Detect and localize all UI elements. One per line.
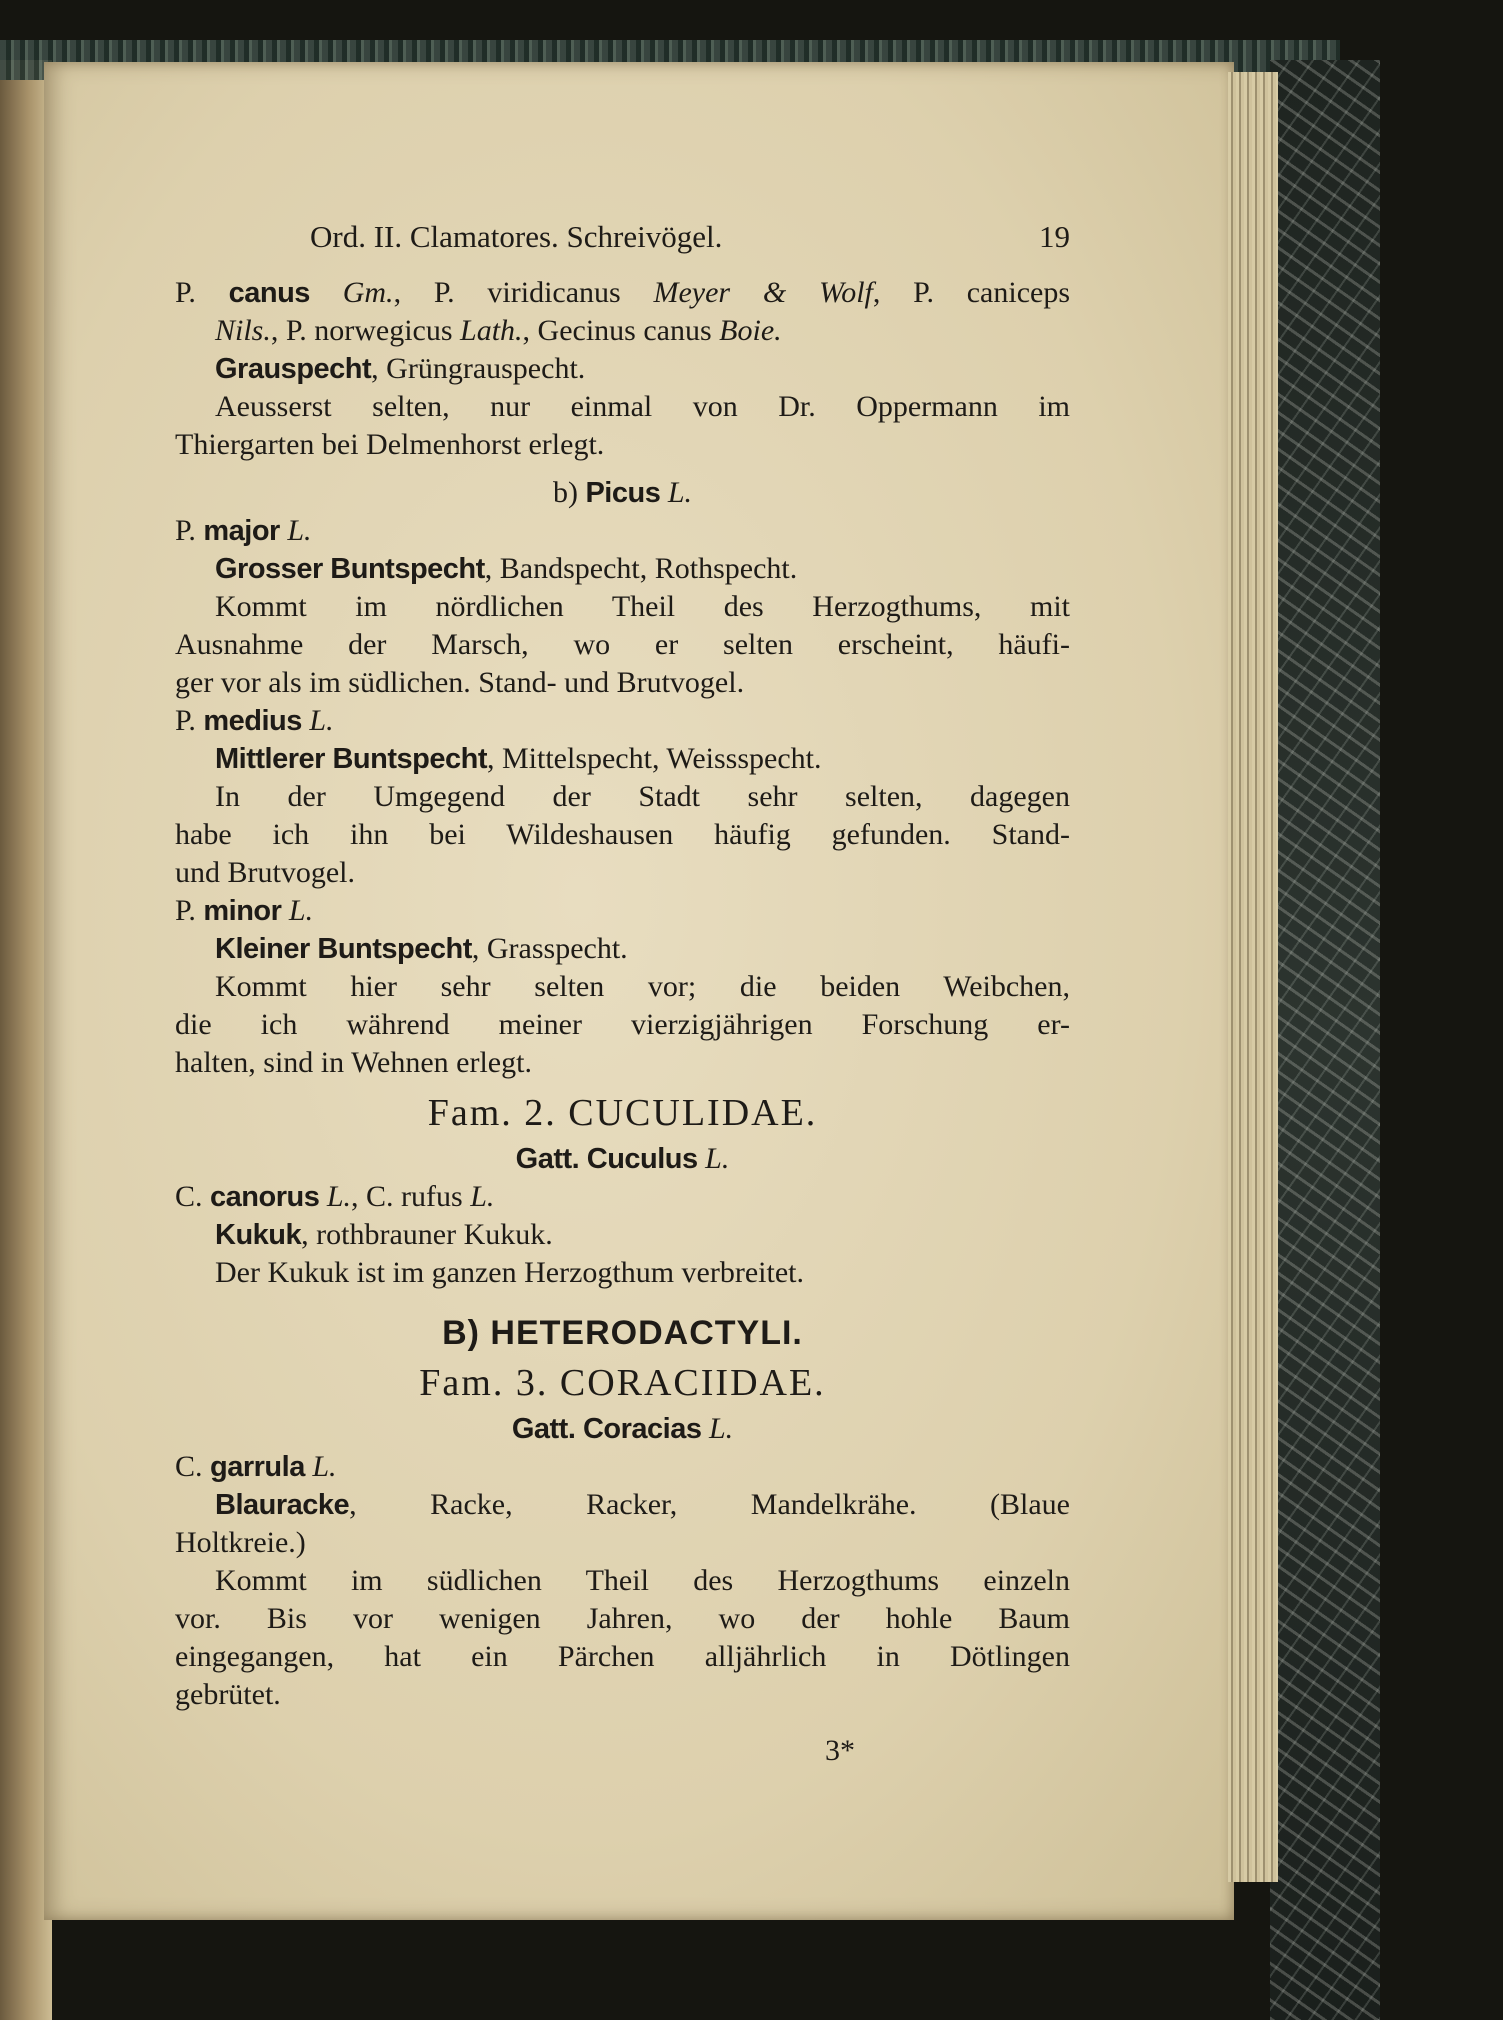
- major-desc-2: Ausnahme der Marsch, wo er selten erscheint, häufi-: [175, 628, 1070, 661]
- species-major: P. major L.: [175, 514, 312, 547]
- canorus-common-name: Kukuk, rothbrauner Kukuk.: [215, 1218, 553, 1251]
- garrula-desc-4: gebrütet.: [175, 1678, 281, 1711]
- family-coraciidae-heading: Fam. 3. CORACIIDAE.: [419, 1362, 826, 1404]
- minor-desc-2: die ich während meiner vierzigjährigen Forschung er-: [175, 1008, 1070, 1041]
- running-header: [175, 218, 1070, 256]
- major-common-name: Grosser Buntspecht, Bandspecht, Rothspecht.: [215, 552, 798, 585]
- garrula-desc-3: eingegangen, hat ein Pärchen alljährlich in Dötlingen: [175, 1640, 1070, 1673]
- minor-common-name: Kleiner Buntspecht, Grasspecht.: [215, 932, 628, 965]
- major-desc-1: Kommt im nördlichen Theil des Herzogthums, mit: [215, 590, 1070, 623]
- garrula-common-name-2: Holtkreie.): [175, 1526, 306, 1559]
- page-number: 19: [1039, 219, 1070, 254]
- minor-desc-3: halten, sind in Wehnen erlegt.: [175, 1046, 532, 1079]
- medius-common-name: Mittlerer Buntspecht, Mittelspecht, Weissspecht.: [215, 742, 822, 775]
- minor-desc-1: Kommt hier sehr selten vor; die beiden Weibchen,: [215, 970, 1070, 1003]
- species-canus-line2: Nils., P. norwegicus Lath., Gecinus canus Boie.: [215, 314, 782, 347]
- medius-desc-3: und Brutvogel.: [175, 856, 355, 889]
- species-medius: P. medius L.: [175, 704, 334, 737]
- genus-cuculus-heading: Gatt. Cuculus L.: [515, 1142, 730, 1175]
- page-stack-edge: [1228, 72, 1278, 1882]
- medius-desc-2: habe ich ihn bei Wildeshausen häufig gefunden. Stand-: [175, 818, 1070, 851]
- canus-common-name: Grauspecht, Grüngrauspecht.: [215, 352, 586, 385]
- garrula-desc-2: vor. Bis vor wenigen Jahren, wo der hohle Baum: [175, 1602, 1070, 1635]
- family-cuculidae-heading: Fam. 2. CUCULIDAE.: [427, 1092, 818, 1134]
- header-left: Ord. II. Clamatores. Schreivögel.: [310, 219, 723, 254]
- signature-mark: 3*: [825, 1734, 855, 1767]
- medius-desc-1: In der Umgegend der Stadt sehr selten, dagegen: [215, 780, 1070, 813]
- species-canorus: C. canorus L., C. rufus L.: [175, 1180, 495, 1213]
- genus-coracias-heading: Gatt. Coracias L.: [511, 1412, 734, 1445]
- major-desc-3: ger vor als im südlichen. Stand- und Brutvogel.: [175, 666, 745, 699]
- canus-desc-1: Aeusserst selten, nur einmal von Dr. Oppermann im: [215, 390, 1070, 423]
- section-heterodactyli-heading: B) HETERODACTYLI.: [442, 1314, 803, 1352]
- species-canus-line1: P. canus Gm., P. viridicanus Meyer & Wolf, P. caniceps: [175, 276, 1071, 309]
- page-text: [175, 218, 1070, 1770]
- canorus-desc-1: Der Kukuk ist im ganzen Herzogthum verbreitet.: [215, 1256, 804, 1289]
- species-minor: P. minor L.: [175, 894, 314, 927]
- species-garrula: C. garrula L.: [175, 1450, 337, 1483]
- subgenus-picus: b) Picus L.: [552, 476, 693, 509]
- garrula-common-name-1: Blauracke, Racke, Racker, Mandelkrähe. (Blaue: [215, 1488, 1070, 1521]
- garrula-desc-1: Kommt im südlichen Theil des Herzogthums einzeln: [215, 1564, 1070, 1597]
- marbled-cover-edge: [1270, 60, 1380, 2020]
- canus-desc-2: Thiergarten bei Delmenhorst erlegt.: [175, 428, 605, 461]
